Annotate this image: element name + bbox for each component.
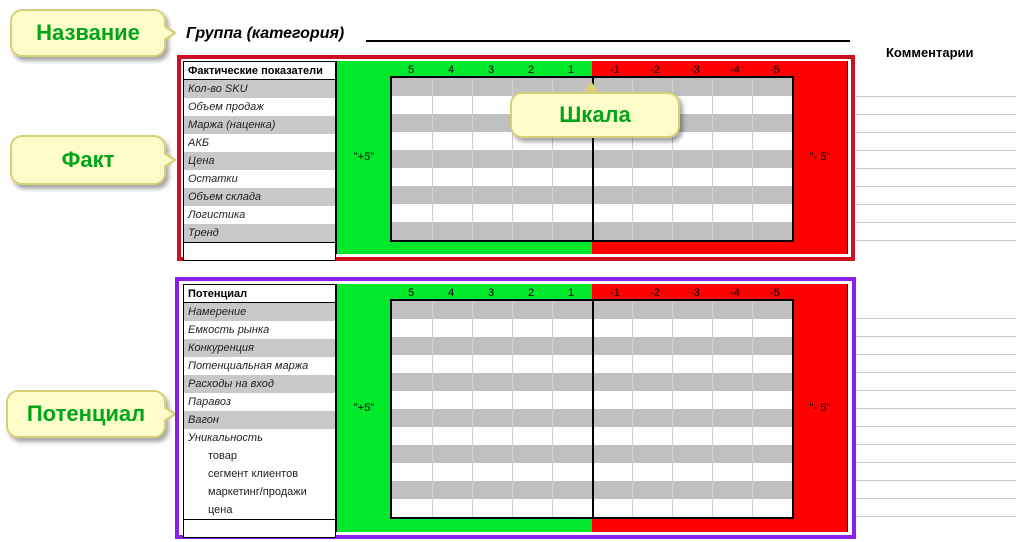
fact-row-label: Объем продаж <box>188 101 264 113</box>
potential-grid-line <box>632 409 633 427</box>
potential-grid-line <box>672 355 673 373</box>
potential-grid-line <box>712 301 713 319</box>
fact-grid-line <box>752 222 753 240</box>
potential-grid-line <box>552 481 553 499</box>
fact-grid-line <box>472 204 473 222</box>
fact-plus-label: "+5" <box>353 151 375 163</box>
comment-line[interactable] <box>856 444 1016 445</box>
comment-line[interactable] <box>856 426 1016 427</box>
potential-grid-line <box>632 427 633 445</box>
potential-grid-line <box>472 409 473 427</box>
fact-grid-line <box>472 114 473 132</box>
fact-grid-line <box>432 114 433 132</box>
potential-grid-line <box>472 373 473 391</box>
fact-row-label: Тренд <box>184 224 335 242</box>
potential-grid-line <box>512 337 513 355</box>
potential-grid-line <box>752 319 753 337</box>
fact-grid-line <box>472 78 473 96</box>
potential-grid-line <box>512 409 513 427</box>
potential-grid-line <box>432 445 433 463</box>
fact-grid-line <box>632 186 633 204</box>
fact-grid-line <box>512 78 513 96</box>
fact-grid-line <box>712 150 713 168</box>
potential-scale-neg-2: -2 <box>650 287 660 299</box>
comment-line[interactable] <box>856 354 1016 355</box>
potential-grid-line <box>752 355 753 373</box>
fact-scale-neg-3: -3 <box>690 64 700 76</box>
fact-blank-row <box>184 242 335 260</box>
potential-grid-line <box>432 391 433 409</box>
potential-grid-line <box>672 391 673 409</box>
potential-scale-pos-3: 3 <box>487 287 495 299</box>
potential-grid-line <box>672 427 673 445</box>
fact-header: Фактические показатели <box>184 62 335 80</box>
fact-grid-line <box>472 96 473 114</box>
potential-scale-pos-2: 2 <box>527 287 535 299</box>
potential-blank-row <box>184 519 335 537</box>
fact-scale-neg-1: -1 <box>610 64 620 76</box>
callout-potential <box>6 390 166 438</box>
comment-line[interactable] <box>856 204 1016 205</box>
potential-grid-line <box>712 373 713 391</box>
fact-grid-line <box>552 150 553 168</box>
potential-grid-line <box>472 391 473 409</box>
comment-line[interactable] <box>856 240 1016 241</box>
fact-row-label: Остатки <box>188 173 238 185</box>
fact-grid-line <box>472 222 473 240</box>
potential-grid-line <box>472 481 473 499</box>
potential-grid-line <box>512 301 513 319</box>
potential-grid-line <box>752 463 753 481</box>
potential-grid-line <box>512 355 513 373</box>
fact-grid-line <box>672 222 673 240</box>
fact-grid-line <box>632 222 633 240</box>
potential-grid-line <box>432 301 433 319</box>
potential-grid-line <box>632 355 633 373</box>
fact-labels <box>183 61 336 261</box>
comment-line[interactable] <box>856 498 1016 499</box>
potential-grid-line <box>432 499 433 517</box>
potential-grid-line <box>712 409 713 427</box>
fact-grid-line <box>632 150 633 168</box>
potential-grid-line <box>432 463 433 481</box>
potential-row-label: Емкость рынка <box>188 324 270 336</box>
fact-grid-line <box>632 204 633 222</box>
potential-grid-line <box>472 319 473 337</box>
potential-grid-line <box>752 445 753 463</box>
fact-grid-line <box>472 186 473 204</box>
potential-scale-grid[interactable] <box>390 299 794 519</box>
callout-potential-text: Потенциал <box>26 401 146 426</box>
potential-grid-line <box>712 337 713 355</box>
comment-line[interactable] <box>856 168 1016 169</box>
fact-row-label: АКБ <box>188 137 209 149</box>
fact-grid-line <box>712 204 713 222</box>
fact-scale-pos-3: 3 <box>487 64 495 76</box>
potential-header: Потенциал <box>184 285 335 303</box>
potential-subrow-label: сегмент клиентов <box>184 465 335 483</box>
comment-line[interactable] <box>856 516 1016 517</box>
potential-grid-line <box>712 499 713 517</box>
category-title: Группа (категория) <box>186 25 345 42</box>
fact-scale-pos-5: 5 <box>407 64 415 76</box>
potential-grid-line <box>552 301 553 319</box>
fact-grid-line <box>712 96 713 114</box>
potential-grid-line <box>712 463 713 481</box>
fact-grid-line <box>512 168 513 186</box>
fact-grid-line <box>752 186 753 204</box>
fact-grid-line <box>672 168 673 186</box>
potential-grid-line <box>552 445 553 463</box>
potential-row-label: Паравоз <box>188 396 231 408</box>
fact-grid-line <box>752 132 753 150</box>
potential-grid-line <box>472 463 473 481</box>
potential-grid-line <box>552 409 553 427</box>
potential-grid-line <box>552 499 553 517</box>
potential-scale-pos-1: 1 <box>567 287 575 299</box>
potential-grid-line <box>712 445 713 463</box>
potential-grid-line <box>672 481 673 499</box>
comment-line[interactable] <box>856 390 1016 391</box>
potential-grid-line <box>672 409 673 427</box>
callout-fact <box>10 135 166 185</box>
fact-row-label: Маржа (наценка) <box>184 116 335 134</box>
fact-grid-line <box>432 132 433 150</box>
fact-grid-line <box>512 222 513 240</box>
potential-grid-line <box>512 427 513 445</box>
potential-grid-line <box>672 337 673 355</box>
potential-scale-pos-4: 4 <box>447 287 455 299</box>
potential-grid-line <box>712 391 713 409</box>
fact-grid-line <box>712 168 713 186</box>
comment-line[interactable] <box>856 372 1016 373</box>
comment-line[interactable] <box>856 222 1016 223</box>
fact-grid-line <box>432 222 433 240</box>
potential-labels <box>183 284 336 538</box>
potential-grid-line <box>672 373 673 391</box>
fact-scale-neg-4: -4 <box>730 64 740 76</box>
fact-grid-line <box>752 204 753 222</box>
potential-grid-line <box>512 499 513 517</box>
potential-grid-line <box>552 355 553 373</box>
potential-grid-line <box>752 481 753 499</box>
fact-grid-line <box>472 150 473 168</box>
potential-grid-line <box>432 319 433 337</box>
callout-name <box>10 9 166 57</box>
potential-row-label: Намерение <box>184 303 335 321</box>
potential-grid-line <box>432 373 433 391</box>
fact-row-label: Логистика <box>188 209 246 221</box>
fact-minus-label: "- 5" <box>809 151 831 163</box>
potential-grid-line <box>432 337 433 355</box>
potential-grid-line <box>632 499 633 517</box>
potential-grid-line <box>432 409 433 427</box>
potential-grid-line <box>712 481 713 499</box>
potential-grid-line <box>712 319 713 337</box>
potential-subrow-label: цена <box>184 501 335 519</box>
potential-scale-neg-5: -5 <box>770 287 780 299</box>
potential-grid-line <box>552 463 553 481</box>
comment-line[interactable] <box>856 186 1016 187</box>
fact-grid-line <box>432 78 433 96</box>
fact-grid-line <box>552 186 553 204</box>
potential-grid-line <box>552 427 553 445</box>
potential-grid-line <box>512 391 513 409</box>
comment-line[interactable] <box>856 114 1016 115</box>
fact-grid-line <box>712 78 713 96</box>
potential-grid-line <box>632 445 633 463</box>
potential-grid-line <box>672 445 673 463</box>
fact-grid-line <box>712 186 713 204</box>
comment-line[interactable] <box>856 336 1016 337</box>
fact-grid-line <box>672 186 673 204</box>
comment-line[interactable] <box>856 480 1016 481</box>
potential-grid-line <box>432 355 433 373</box>
potential-grid-line <box>552 391 553 409</box>
callout-scale-text: Шкала <box>559 102 631 127</box>
comment-line[interactable] <box>856 96 1016 97</box>
fact-grid-line <box>752 78 753 96</box>
fact-grid-line <box>672 204 673 222</box>
fact-grid-line <box>472 132 473 150</box>
potential-grid-line <box>672 319 673 337</box>
potential-grid-line <box>752 427 753 445</box>
fact-grid-line <box>552 204 553 222</box>
potential-grid-line <box>712 427 713 445</box>
fact-scale-neg-5: -5 <box>770 64 780 76</box>
fact-row-label: Цена <box>184 152 335 170</box>
potential-grid-line <box>672 463 673 481</box>
potential-plus-label: "+5" <box>353 402 375 414</box>
fact-grid-line <box>752 168 753 186</box>
potential-zero-line <box>592 301 594 517</box>
potential-grid-line <box>672 499 673 517</box>
potential-grid-line <box>552 337 553 355</box>
potential-grid-line <box>752 373 753 391</box>
comment-line[interactable] <box>856 462 1016 463</box>
comment-line[interactable] <box>856 132 1016 133</box>
fact-grid-line <box>752 114 753 132</box>
potential-grid-line <box>472 355 473 373</box>
fact-grid-line <box>512 150 513 168</box>
fact-grid-line <box>432 96 433 114</box>
potential-grid-line <box>632 373 633 391</box>
potential-grid-line <box>432 427 433 445</box>
fact-grid-line <box>472 168 473 186</box>
potential-minus-label: "- 5" <box>809 402 831 414</box>
potential-grid-line <box>752 499 753 517</box>
potential-row-label: Расходы на вход <box>184 375 335 393</box>
potential-grid-line <box>512 373 513 391</box>
comment-line[interactable] <box>856 150 1016 151</box>
fact-grid-line <box>512 186 513 204</box>
potential-grid-line <box>512 319 513 337</box>
fact-grid-line <box>432 150 433 168</box>
potential-subrow-label: товар <box>184 447 335 465</box>
fact-scale-pos-4: 4 <box>447 64 455 76</box>
fact-grid-line <box>752 150 753 168</box>
fact-grid-line <box>432 186 433 204</box>
potential-grid-line <box>512 445 513 463</box>
callout-name-text: Название <box>36 20 140 45</box>
fact-grid-line <box>432 204 433 222</box>
potential-grid-line <box>472 427 473 445</box>
potential-grid-line <box>752 391 753 409</box>
fact-scale-neg-2: -2 <box>650 64 660 76</box>
fact-scale-pos-1: 1 <box>567 64 575 76</box>
fact-grid-line <box>552 222 553 240</box>
potential-grid-line <box>432 481 433 499</box>
potential-row-label: Вагон <box>184 411 335 429</box>
potential-grid-line <box>472 445 473 463</box>
fact-grid-line <box>512 204 513 222</box>
fact-row-label: Кол-во SKU <box>184 80 335 98</box>
fact-grid-line <box>552 168 553 186</box>
comments-header: Комментарии <box>886 45 974 60</box>
comment-line[interactable] <box>856 318 1016 319</box>
fact-grid-line <box>712 132 713 150</box>
fact-grid-line <box>672 150 673 168</box>
fact-grid-line <box>712 222 713 240</box>
potential-grid-line <box>752 337 753 355</box>
potential-scale-neg-4: -4 <box>730 287 740 299</box>
fact-grid-line <box>752 96 753 114</box>
potential-scale-neg-1: -1 <box>610 287 620 299</box>
fact-row-label: Объем склада <box>184 188 335 206</box>
callout-fact-text: Факт <box>61 147 115 172</box>
potential-grid-line <box>712 355 713 373</box>
fact-grid-line <box>632 168 633 186</box>
potential-grid-line <box>552 319 553 337</box>
callout-scale <box>510 92 680 138</box>
potential-grid-line <box>632 391 633 409</box>
title-underline <box>366 40 850 42</box>
potential-grid-line <box>552 373 553 391</box>
potential-grid-line <box>472 301 473 319</box>
potential-grid-line <box>752 301 753 319</box>
potential-grid-line <box>512 463 513 481</box>
potential-scale-pos-5: 5 <box>407 287 415 299</box>
potential-row-label: Потенциальная маржа <box>188 360 309 372</box>
potential-subrow-label: маркетинг/продажи <box>184 483 335 501</box>
potential-scale-neg-3: -3 <box>690 287 700 299</box>
fact-scale-pos-2: 2 <box>527 64 535 76</box>
potential-grid-line <box>632 481 633 499</box>
potential-grid-line <box>632 301 633 319</box>
potential-grid-line <box>672 301 673 319</box>
potential-row-label: Уникальность <box>188 432 263 444</box>
potential-grid-line <box>512 481 513 499</box>
potential-grid-line <box>472 337 473 355</box>
potential-grid-line <box>472 499 473 517</box>
fact-grid-line <box>432 168 433 186</box>
potential-grid-line <box>632 319 633 337</box>
fact-grid-line <box>712 114 713 132</box>
potential-grid-line <box>752 409 753 427</box>
potential-grid-line <box>632 463 633 481</box>
potential-row-label: Конкуренция <box>184 339 335 357</box>
comment-line[interactable] <box>856 408 1016 409</box>
potential-grid-line <box>632 337 633 355</box>
